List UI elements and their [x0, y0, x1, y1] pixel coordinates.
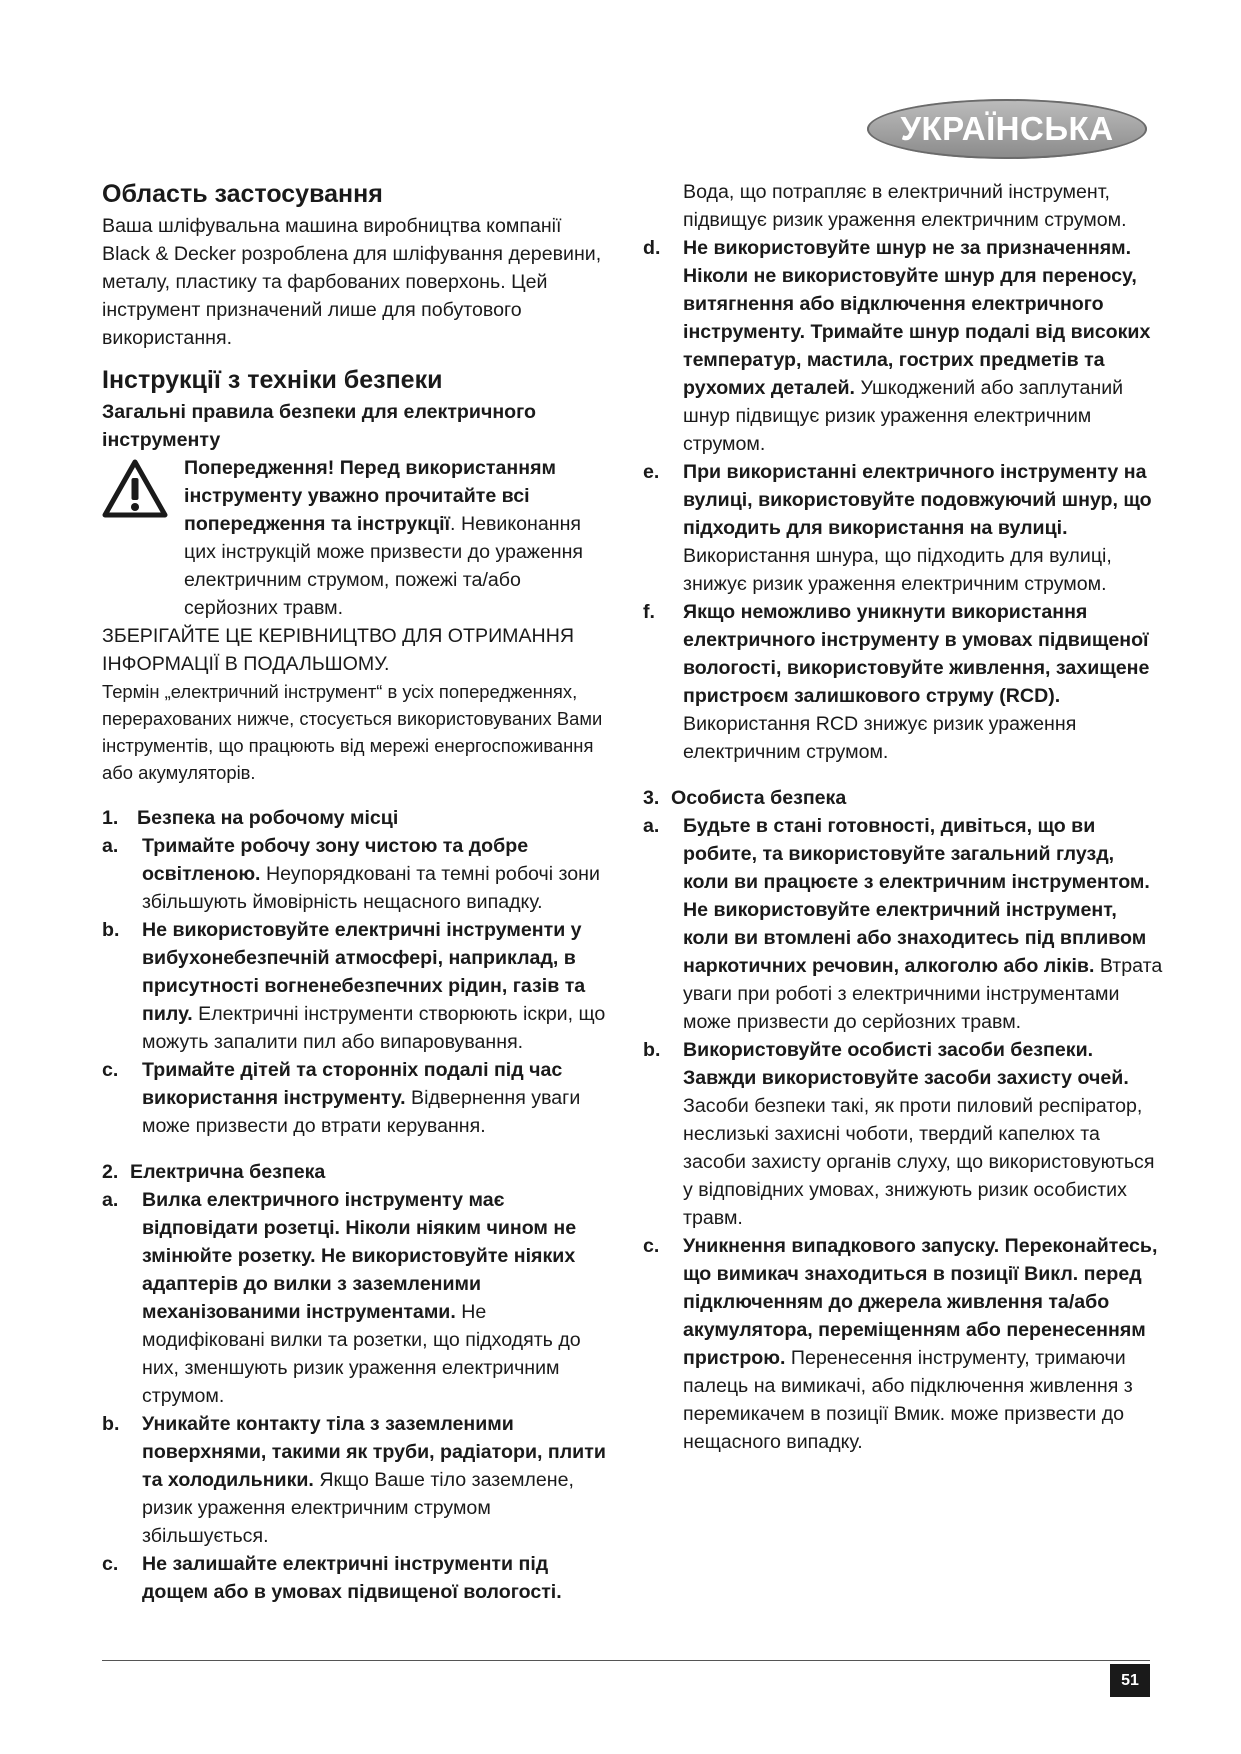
warning-block: [102, 454, 612, 622]
language-badge: УКРАЇНСЬКА: [867, 99, 1147, 159]
list-item: e. При використанні електричного інструменту на вулиці, використовуйте подовжуючий шнур, що підходить для використання на вулиці. Використання шнура, що підходить для вулиці, знижує ризик ураження електричним струмом.: [643, 461, 1152, 595]
left-column: [102, 178, 612, 1606]
right-column: [643, 178, 1163, 1456]
list-item: c. Не залишайте електричні інструменти під дощем або в умовах підвищеної вологості.: [102, 1553, 562, 1603]
warning-text: Попередження! Перед використанням інструменту уважно прочитайте всі попередження та інструкції. Невиконання цих інструкцій може призвести до ураження електричним струмом, пожежі та/або серйозних травм.: [184, 457, 584, 619]
general-rules-heading: Загальні правила безпеки для електричного інструменту: [102, 401, 536, 451]
list-item: a. Будьте в стані готовності, дивіться, що ви робите, та використовуйте загальний глузд, коли ви працюєте з електричним інструментом. Не використовуйте електричний інструмент, коли ви втомлені або знаходитесь під впливом наркотичних речовин, алкоголю або ліків. Втрата уваги при роботі з електричними інструментами може призвести до серйозних травм.: [643, 815, 1163, 1033]
scope-text: Ваша шліфувальна машина виробництва компанії Black & Decker розроблена для шліфування деревини, металу, пластику та фарбованих поверхонь. Цей інструмент призначений лише для побутового використання.: [102, 215, 602, 349]
list-item: f. Якщо неможливо уникнути використання електричного інструменту в умовах підвищеної вологості, використовуйте живлення, захищене пристроєм залишкового струму (RCD). Використання RCD знижує ризик ураження електричним струмом.: [643, 601, 1150, 763]
page-number: 51: [1110, 1664, 1150, 1697]
list-item: a. Тримайте робочу зону чистою та добре освітленою. Неупорядковані та темні робочі зони збільшують ймовірність нещасного випадку.: [102, 835, 600, 913]
warning-triangle-icon: [102, 454, 184, 622]
section-work-area: 1. Безпека на робочому місці: [102, 807, 399, 829]
section-electrical-safety: 2. Електрична безпека: [102, 1161, 326, 1183]
list-item: c. Уникнення випадкового запуску. Переконайтесь, що вимикач знаходиться в позиції Викл. перед підключенням до джерела живлення та/або акумулятора, переміщенням або перенесенням пристрою. Перенесення інструменту, тримаючи палець на вимикачі, або підключення живлення з перемикачем в позиції Вмик. може призвести до нещасного випадку.: [643, 1235, 1158, 1453]
list-item: b. Використовуйте особисті засоби безпеки. Завжди використовуйте засоби захисту очей. Засоби безпеки такі, як проти пиловий респіратор, неслизькі захисні чоботи, твердий капелюх та засоби захисту органів слуху, що використовуються у відповідних умовах, знижують ризик особистих травм.: [643, 1039, 1155, 1229]
section-personal-safety: 3. Особиста безпека: [643, 787, 847, 809]
scope-heading: Область застосування: [102, 180, 383, 208]
save-instructions: ЗБЕРІГАЙТЕ ЦЕ КЕРІВНИЦТВО ДЛЯ ОТРИМАННЯ ІНФОРМАЦІЇ В ПОДАЛЬШОМУ.: [102, 625, 575, 675]
list-item: b. Не використовуйте електричні інструменти у вибухонебезпечній атмосфері, наприклад, в присутності вогненебезпечних рідин, газів та пилу. Електричні інструменти створюють іскри, що можуть запалити пил або випаровування.: [102, 919, 606, 1053]
safety-heading: Інструкції з техніки безпеки: [102, 366, 443, 394]
term-definition: Термін „електричний інструмент“ в усіх попередженнях, перерахованих нижче, стосується використовуваних Вами інструментів, що працюють від мережі енергоспоживання або акумуляторів.: [102, 681, 603, 783]
list-item: b. Уникайте контакту тіла з заземленими поверхнями, такими як труби, радіатори, плити та холодильники. Якщо Ваше тіло заземлене, ризик ураження електричним струмом збільшується.: [102, 1413, 606, 1547]
list-item: d. Не використовуйте шнур не за призначенням. Ніколи не використовуйте шнур для переносу, витягнення або відключення електричного інструменту. Тримайте шнур подалі від високих температур, мастила, гострих предметів та рухомих деталей. Ушкоджений або заплутаний шнур підвищує ризик ураження електричним струмом.: [643, 237, 1151, 455]
list-item: c. Тримайте дітей та сторонніх подалі під час використання інструменту. Відвернення уваги може призвести до втрати керування.: [102, 1059, 581, 1137]
list-item: a. Вилка електричного інструменту має відповідати розетці. Ніколи ніяким чином не змінюйте розетку. Не використовуйте ніяких адаптерів до вилки з заземленими механізованими інструментами. Не модифіковані вилки та розетки, що підходять до них, зменшують ризик ураження електричним струмом.: [102, 1189, 581, 1407]
list-item-continued: Вода, що потрапляє в електричний інструмент, підвищує ризик ураження електричним струмом.: [683, 181, 1127, 231]
footer-rule: [102, 1660, 1150, 1661]
